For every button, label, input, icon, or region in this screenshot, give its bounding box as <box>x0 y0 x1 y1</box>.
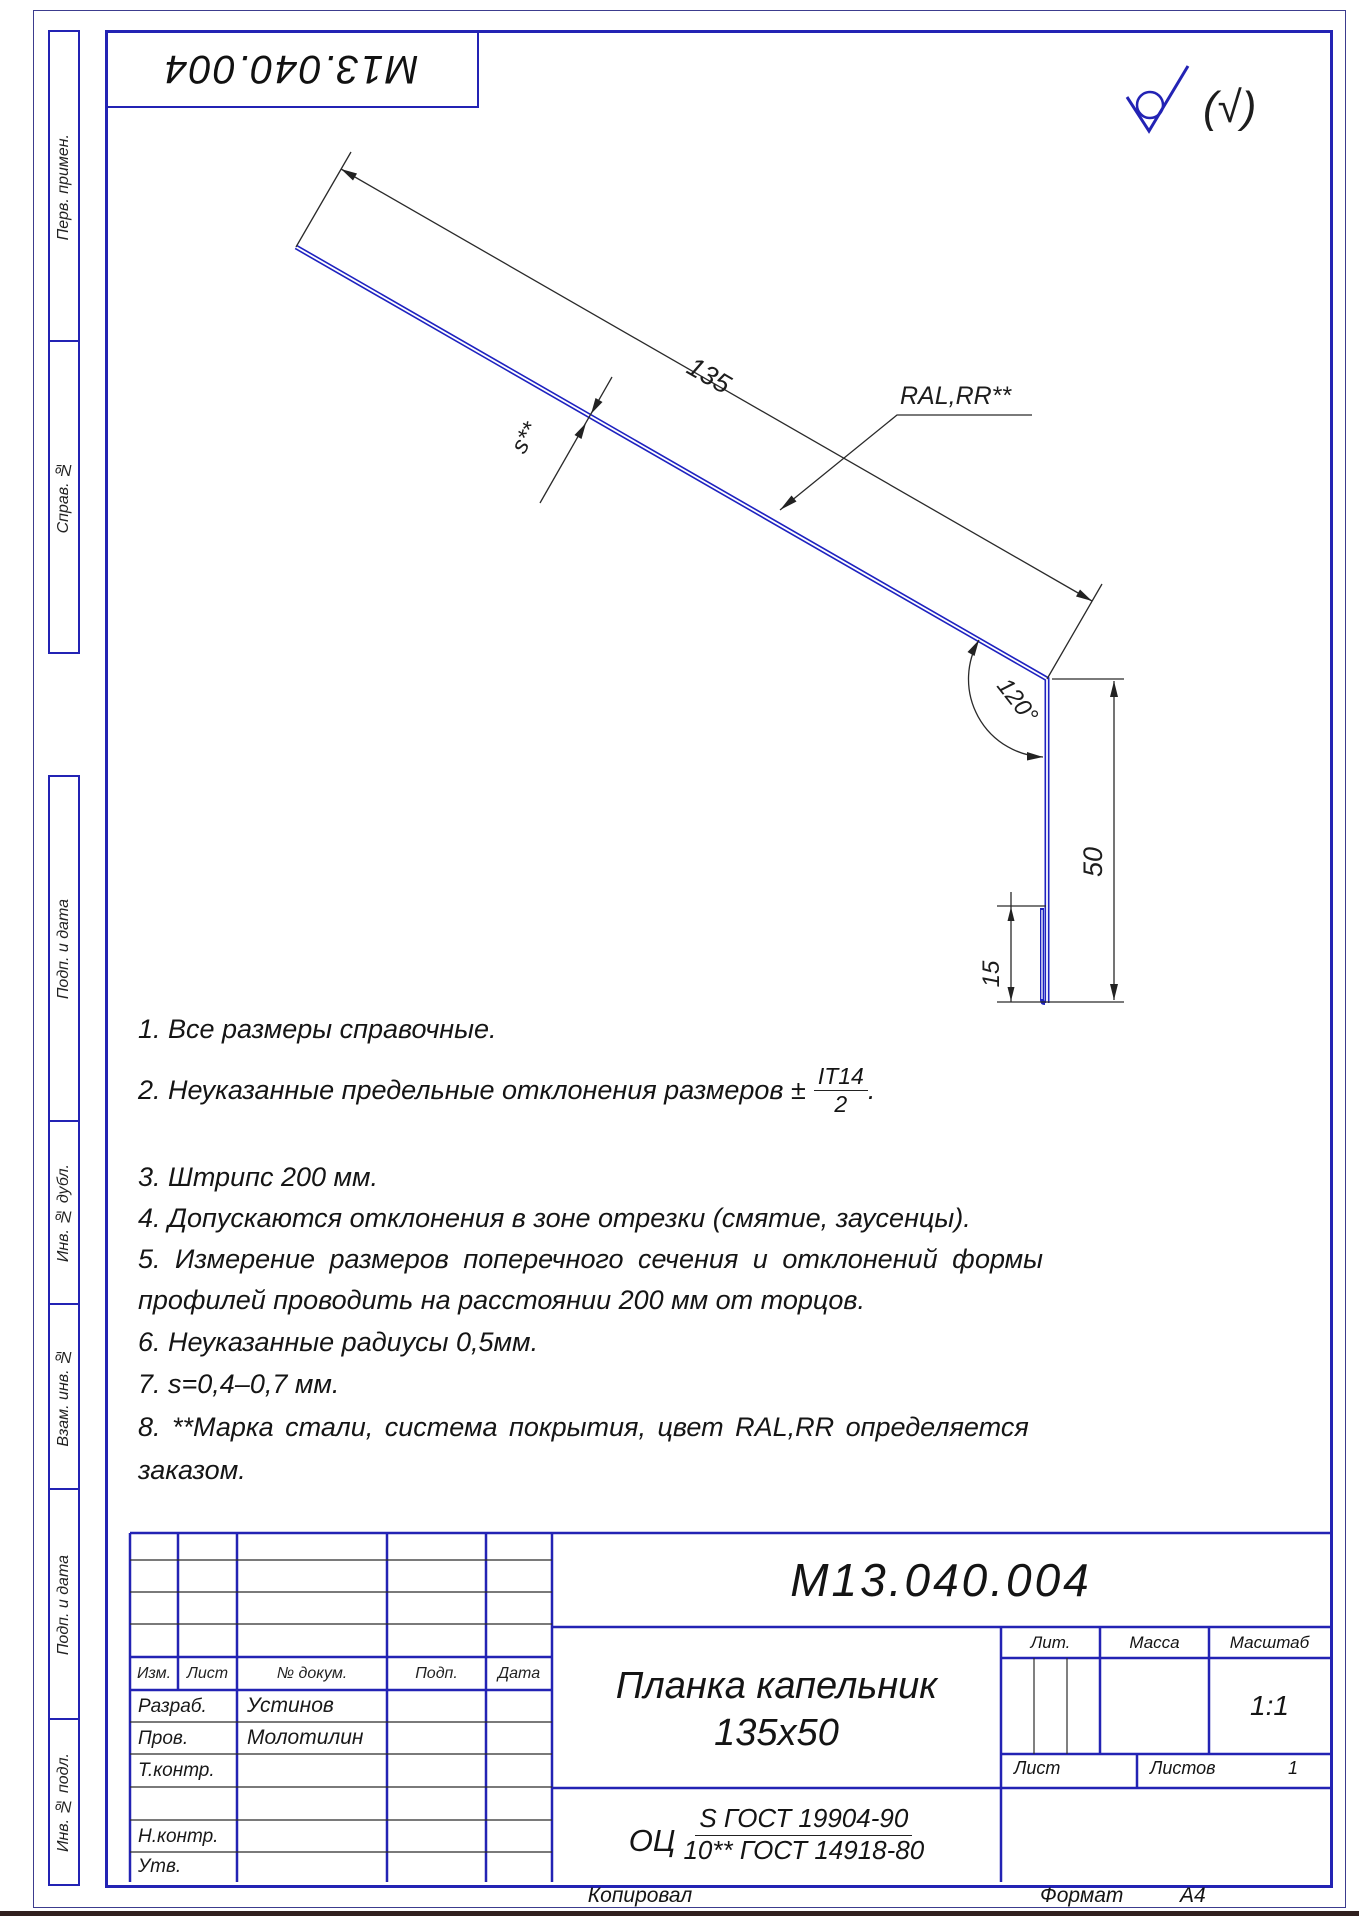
arrow <box>1008 907 1015 921</box>
note-6: 6. Неуказанные радиусы 0,5мм. <box>138 1327 539 1357</box>
sheets-value: 1 <box>1288 1758 1299 1778</box>
arrow <box>591 398 603 414</box>
role-utv: Утв. <box>138 1856 182 1877</box>
margin-label: Инв. № дубл. <box>55 1164 72 1263</box>
leader-ral <box>780 415 1032 510</box>
arrow <box>1076 590 1092 602</box>
arrow <box>1008 987 1015 1001</box>
material-denominator: 10** ГОСТ 14918-80 <box>683 1835 925 1865</box>
note-2-text: 2. Неуказанные предельные отклонения размеров ± <box>138 1074 806 1105</box>
dim-angle-text: 120° <box>991 673 1044 729</box>
arrow <box>341 169 357 181</box>
note-3: 3. Штрипс 200 мм. <box>138 1162 379 1192</box>
arrow <box>1110 984 1118 1000</box>
margin-label: Подп. и дата <box>55 1554 72 1656</box>
note-7: 7. s=0,4–0,7 мм. <box>138 1369 340 1399</box>
top-stamp-doc-number: М13.040.004 <box>163 46 419 91</box>
fraction-numerator: IT14 <box>814 1063 868 1091</box>
fraction-denominator: 2 <box>834 1091 848 1117</box>
role-tkontr: Т.контр. <box>138 1760 215 1781</box>
note-1: 1. Все размеры справочные. <box>138 1014 497 1044</box>
note-5-line2: профилей проводить на расстоянии 200 мм от торцов. <box>138 1285 865 1315</box>
part-name-line2: 135х50 <box>714 1712 839 1754</box>
col-data: Дата <box>497 1665 541 1682</box>
col-list: Лист <box>186 1665 229 1682</box>
roughness-symbol-icon <box>1127 66 1256 132</box>
format-value: А4 <box>1180 1884 1206 1907</box>
part-name <box>552 1640 1001 1780</box>
note-2-period: . <box>867 1074 876 1105</box>
note-2-fraction <box>814 1063 868 1118</box>
role-razrab: Разраб. <box>138 1696 207 1717</box>
material-prefix: ОЦ <box>628 1823 676 1858</box>
lit-label: Лит. <box>1030 1633 1071 1652</box>
margin-label: Подп. и дата <box>55 899 72 1000</box>
roughness-others-text: (√) <box>1203 83 1257 132</box>
masshtab-label: Масштаб <box>1229 1633 1310 1652</box>
note-8-line1: 8. **Марка стали, система покрытия, цвет RAL,RR определяется <box>138 1412 1029 1442</box>
profile-drawing <box>296 247 1047 1003</box>
copied-label: Копировал <box>587 1884 693 1907</box>
material-cell <box>552 1790 1001 1880</box>
margin-label: Инв. № подл. <box>55 1752 72 1852</box>
dim-50 <box>997 679 1124 1002</box>
coating-text: RAL,RR** <box>900 382 1012 410</box>
role-nkontr: Н.контр. <box>138 1826 219 1847</box>
col-doc: № докум. <box>276 1665 348 1682</box>
note-5-line1: 5. Измерение размеров поперечного сечения и отклонений формы <box>138 1244 1044 1274</box>
col-podp: Подп. <box>415 1665 458 1682</box>
dim-135-text: 135 <box>682 351 737 400</box>
material-fraction <box>683 1804 924 1866</box>
note-8-line2: заказом. <box>138 1455 246 1485</box>
arrow <box>575 423 587 439</box>
col-izm: Изм. <box>136 1665 172 1682</box>
format-label: Формат <box>1040 1884 1124 1907</box>
scale-value: 1:1 <box>1250 1690 1289 1721</box>
arrow <box>1110 681 1118 697</box>
sheet-label: Лист <box>1014 1758 1061 1778</box>
material-numerator: S ГОСТ 19904-90 <box>695 1804 912 1836</box>
dim-15-text: 15 <box>978 960 1005 988</box>
margin-label: Справ. № <box>55 460 72 534</box>
part-name-line1: Планка капельник <box>615 1664 938 1707</box>
margin-label: Перв. примен. <box>55 133 72 241</box>
role-prov: Пров. <box>138 1728 189 1749</box>
note-2 <box>138 1058 875 1122</box>
massa-label: Масса <box>1129 1633 1180 1652</box>
note-4: 4. Допускаются отклонения в зоне отрезки (смятие, заусенцы). <box>138 1203 971 1233</box>
margin-label: Взам. инв. № <box>55 1348 72 1447</box>
sheets-label: Листов <box>1150 1758 1216 1778</box>
dim-50-text: 50 <box>1078 846 1108 878</box>
arrow <box>1027 752 1043 761</box>
title-block-doc-number: М13.040.004 <box>790 1554 1092 1606</box>
name-prov: Молотилин <box>247 1726 364 1749</box>
dim-thickness-text: s** <box>505 417 545 458</box>
arrow <box>780 496 797 511</box>
arrow <box>968 640 980 656</box>
name-razrab: Устинов <box>247 1694 334 1717</box>
